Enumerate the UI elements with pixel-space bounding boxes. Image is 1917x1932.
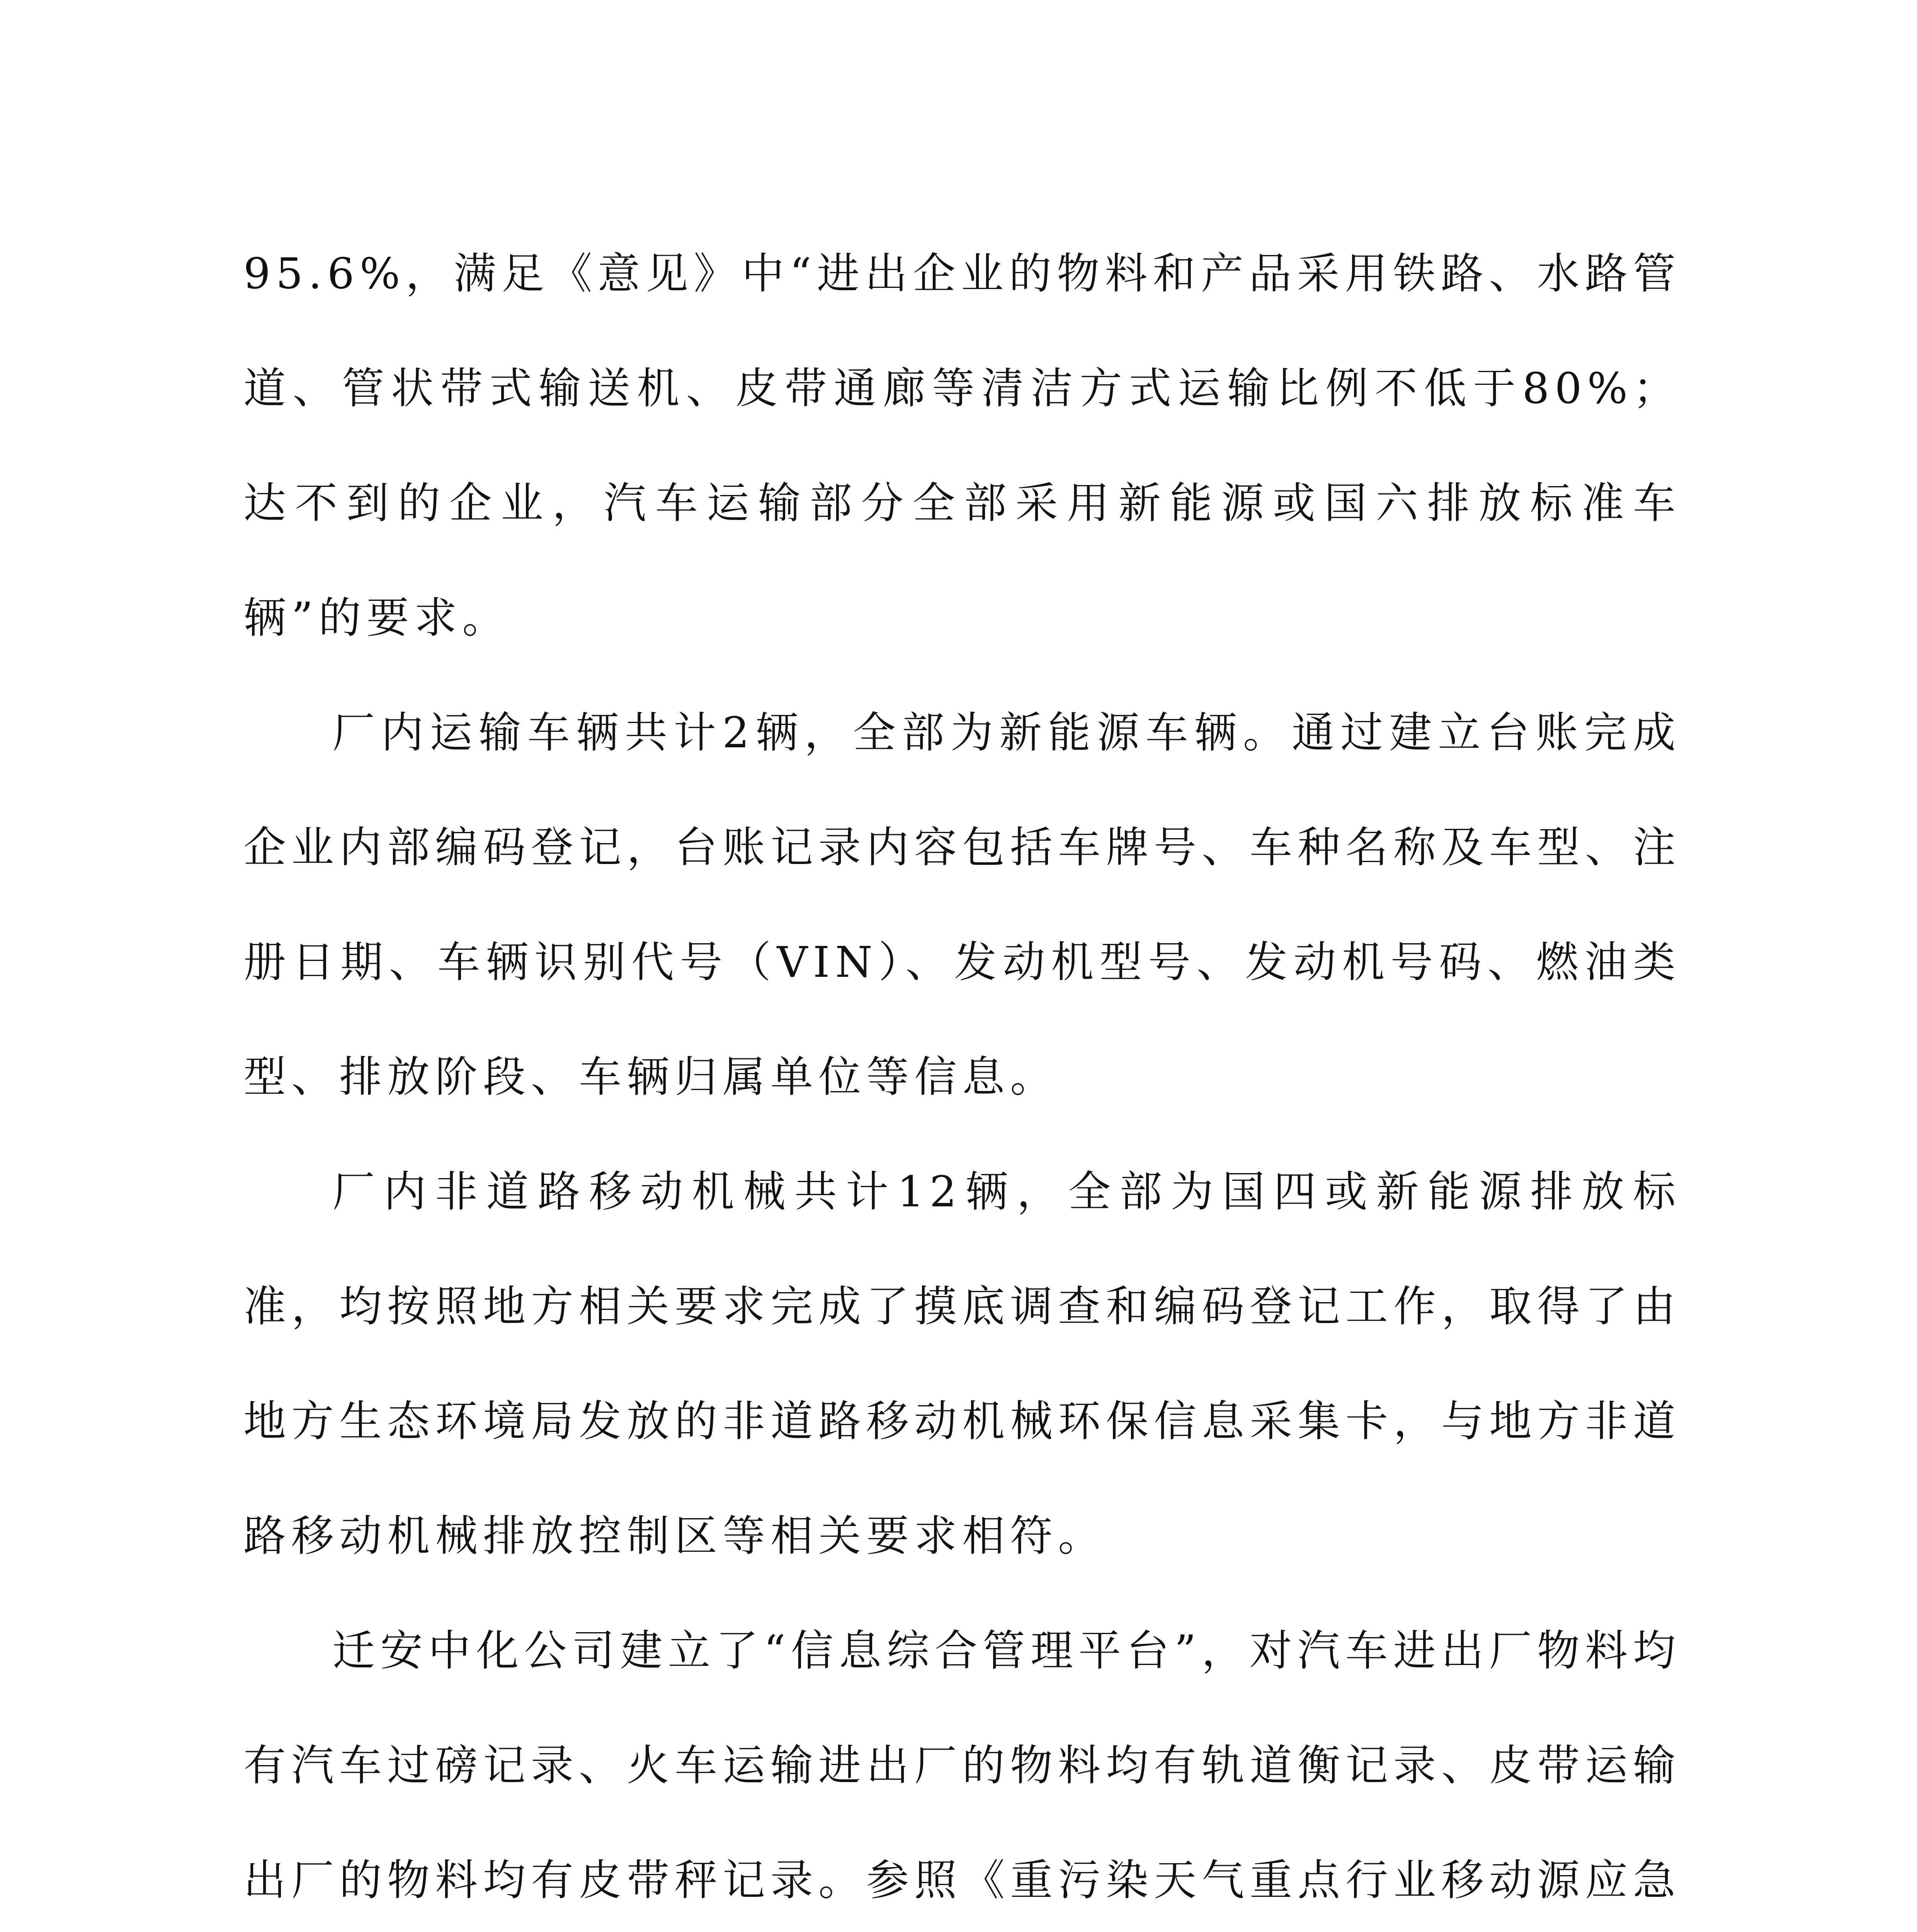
paragraph-plant-vehicles: 厂内运输车辆共计2辆，全部为新能源车辆。通过建立台账完成企业内部编码登记，台账记录内容包括车牌号、车种名称及车型、注册日期、车辆识别代号（VIN）、发动机型号、发动机号码、燃油类型、排放阶段、车辆归属单位等信息。 bbox=[243, 708, 1681, 1102]
paragraph-continuation: 95.6%，满足《意见》中“进出企业的物料和产品采用铁路、水路管道、管状带式输送机、皮带通廊等清洁方式运输比例不低于80%；达不到的企业，汽车运输部分全部采用新能源或国六排放标准车辆”的要求。 bbox=[243, 249, 1681, 643]
paragraph-non-road-machinery: 厂内非道路移动机械共计12辆，全部为国四或新能源排放标准，均按照地方相关要求完成了摸底调查和编码登记工作，取得了由地方生态环境局发放的非道路移动机械环保信息采集卡，与地方非道路移动机械排放控制区等相关要求相符。 bbox=[243, 1167, 1681, 1561]
body-text bbox=[243, 216, 1681, 1932]
paragraph-management-platform: 迁安中化公司建立了“信息综合管理平台”，对汽车进出厂物料均有汽车过磅记录、火车运输进出厂的物料均有轨道衡记录、皮带运输出厂的物料均有皮带秤记录。参照《重污染天气重点行业移动源应急 bbox=[243, 1626, 1681, 1905]
